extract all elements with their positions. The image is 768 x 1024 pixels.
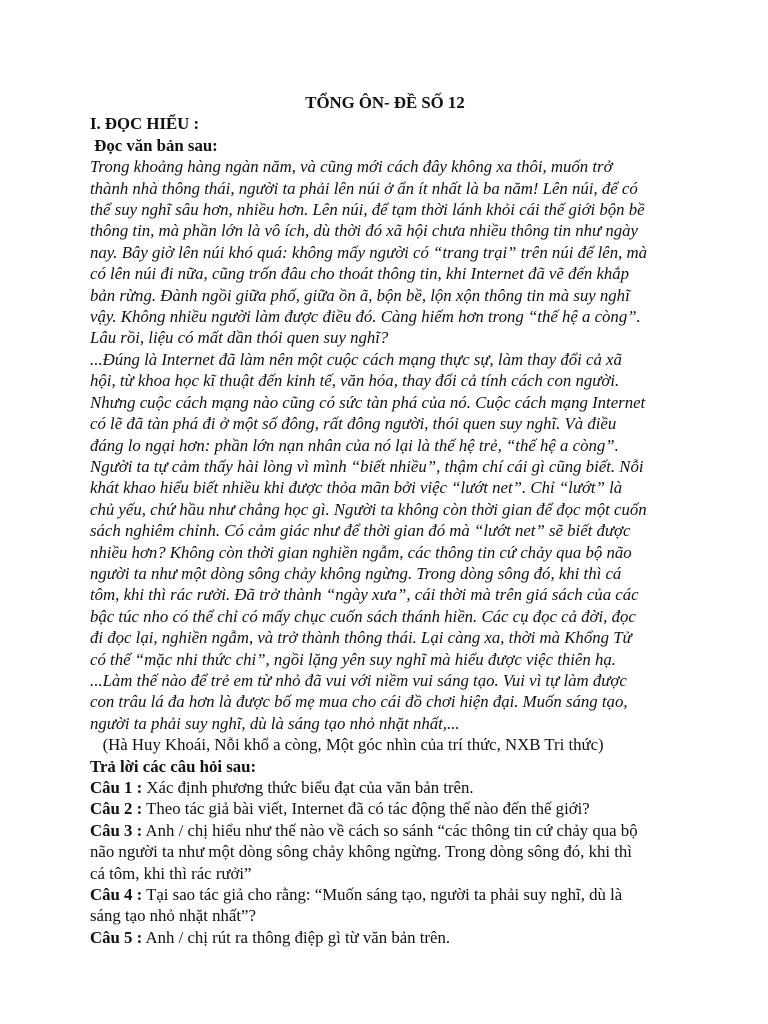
- passage: [90, 156, 680, 734]
- passage-line: thể suy nghĩ sâu hơn, nhiều hơn. Lên núi, để tạm thời lánh khỏi cái thế giới bộn bề: [90, 200, 645, 220]
- passage-line: ...Làm thế nào để trẻ em từ nhỏ đã vui với niềm vui sáng tạo. Vui vì tự làm được: [90, 670, 627, 690]
- passage-line: nay. Bây giờ lên núi khó quá: không mấy người có “trang trại” trên núi để lên, mà: [90, 242, 648, 262]
- passage-line: sách nghiêm chỉnh. Có cảm giác như để thời gian đó mà “lướt net” sẽ biết được: [90, 521, 631, 541]
- question-text: sáng tạo nhỏ nhặt nhất”?: [90, 906, 256, 926]
- passage-line: hội, từ khoa học kĩ thuật đến kinh tế, văn hóa, thay đổi cả tính cách con người.: [90, 371, 620, 391]
- question-2: [90, 798, 680, 819]
- passage-line: người ta như một dòng sông chảy không ngừng. Trong dòng sông đó, khi thì cá: [90, 563, 622, 583]
- passage-line: Trong khoảng hàng ngàn năm, và cũng mới cách đây không xa thôi, muốn trở: [90, 157, 613, 177]
- passage-line: nhiều hơn? Không còn thời gian nghiền ngẫm, các thông tin cứ chảy qua bộ não: [90, 542, 632, 562]
- question-1: [90, 777, 680, 798]
- passage-line: có thể “mặc nhi thức chi”, ngồi lặng yên suy nghĩ mà hiểu được việc thiên hạ.: [90, 649, 616, 669]
- question-text: Anh / chị hiểu như thế nào về cách so sánh “các thông tin cứ chảy qua bộ: [142, 820, 638, 840]
- source-citation: (Hà Huy Khoái, Nỗi khổ a còng, Một góc nhìn của trí thức, NXB Tri thức): [90, 735, 604, 755]
- question-label: Câu 2 :: [90, 799, 143, 819]
- question-text: Theo tác giả bài viết, Internet đã có tác động thế nào đến thế giới?: [142, 799, 590, 819]
- question-text: Xác định phương thức biểu đạt của văn bản trên.: [142, 778, 474, 797]
- question-5: [90, 927, 680, 948]
- passage-line: đáng lo ngại hơn: phần lớn nạn nhân của nó lại là thế hệ trẻ, “thế hệ a còng”.: [90, 435, 619, 455]
- passage-line: tôm, khi thì rác rưởi. Đã trở thành “ngày xưa”, cái thời mà trên giá sách của các: [90, 585, 639, 605]
- questions-heading: Trả lời các câu hỏi sau:: [90, 756, 257, 776]
- passage-line: đi đọc lại, nghiền ngẫm, và trở thành thông thái. Lại càng xa, thời mà Khổng Tử: [90, 628, 632, 648]
- question-text: cá tôm, khi thì rác rưởi”: [90, 863, 252, 883]
- passage-line: bậc túc nho có thể chỉ có mấy chục cuốn sách thánh hiền. Các cụ đọc cả đời, đọc: [90, 606, 636, 626]
- passage-line: thông tin, mà phần lớn là vô ích, dù thời đó xã hội chưa nhiều thông tin như ngày: [90, 221, 638, 241]
- document-page: [90, 92, 680, 948]
- section-heading: I. ĐỌC HIỂU :: [90, 114, 200, 134]
- passage-line: Người ta tự cảm thấy hài lòng vì mình “biết nhiều”, thậm chí cái gì cũng biết. Nỗi: [90, 456, 644, 476]
- page-title: TỔNG ÔN- ĐỀ SỐ 12: [305, 93, 465, 112]
- passage-line: có lẽ đã tàn phá đi ở một số đông, rất đông người, thói quen suy nghĩ. Và điều: [90, 414, 617, 434]
- question-label: Câu 5 :: [90, 927, 143, 947]
- passage-line: khát khao hiểu biết nhiều khi được thỏa mãn bởi việc “lướt net”. Chỉ “lướt” là: [90, 478, 623, 498]
- passage-line: vậy. Không nhiều người làm được điều đó. Càng hiếm hơn trong “thế hệ a còng”.: [90, 307, 641, 327]
- question-text: Tại sao tác giả cho rằng: “Muốn sáng tạo, người ta phải suy nghĩ, dù là: [142, 885, 623, 905]
- passage-line: con trâu lá đa hơn là được bố mẹ mua cho cái đồ chơi hiện đại. Muốn sáng tạo,: [90, 692, 628, 712]
- question-text: Anh / chị rút ra thông điệp gì từ văn bản trên.: [142, 927, 451, 947]
- question-3: [90, 820, 680, 884]
- passage-line: ...Đúng là Internet đã làm nên một cuộc cách mạng thực sự, làm thay đổi cả xã: [90, 349, 622, 369]
- passage-line: có lên núi đi nữa, cũng trốn đâu cho thoát thông tin, khi Internet đã vẽ đến khắp: [90, 264, 630, 284]
- passage-line: thành nhà thông thái, người ta phải lên núi ở ẩn ít nhất là ba năm! Lên núi, để có: [90, 178, 638, 198]
- question-4: [90, 884, 680, 927]
- passage-line: người ta phải suy nghĩ, dù là sáng tạo nhỏ nhặt nhất,...: [90, 713, 460, 733]
- question-text: não người ta như một dòng sông chảy không ngừng. Trong dòng sông đó, khi thì: [90, 842, 632, 862]
- passage-line: Nhưng cuộc cách mạng nào cũng có sức tàn phá của nó. Cuộc cách mạng Internet: [90, 392, 646, 412]
- passage-line: bản rừng. Đành ngồi giữa phố, giữa ồn ã, bộn bề, lộn xộn thông tin mà suy nghĩ: [90, 285, 630, 305]
- question-label: Câu 1 :: [90, 778, 143, 797]
- question-label: Câu 3 :: [90, 820, 143, 840]
- question-label: Câu 4 :: [90, 885, 143, 905]
- read-instruction: Đọc văn bản sau:: [90, 135, 218, 155]
- passage-line: Lâu rồi, liệu có mất dần thói quen suy nghĩ?: [90, 328, 389, 348]
- passage-line: chủ yếu, chứ hầu như chẳng học gì. Người ta không còn thời gian để đọc một cuốn: [90, 499, 647, 519]
